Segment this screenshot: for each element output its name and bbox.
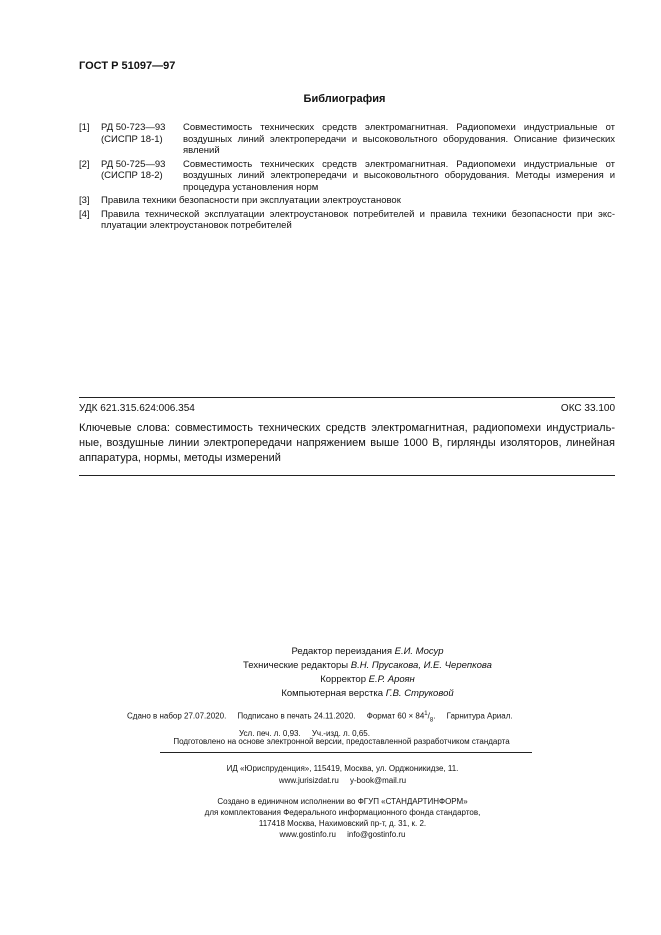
publisher-info bbox=[0, 763, 661, 787]
item-code-line: (СИСПР 18-2) bbox=[101, 170, 163, 181]
item-code-line: (СИСПР 18-1) bbox=[101, 133, 163, 145]
created-contacts: www.gostinfo.ru info@gostinfo.ru bbox=[279, 830, 406, 839]
created-line: Создано в единичном исполнении во ФГУП «СТАНДАРТИНФОРМ» bbox=[217, 797, 468, 806]
item-code bbox=[101, 159, 183, 194]
bibliography-item bbox=[79, 122, 615, 157]
created-line: для комплектования Федерального информационного фонда стандартов, bbox=[204, 808, 481, 817]
item-number: [2] bbox=[79, 158, 90, 170]
item-text: Совместимость технических средств электромагнитная. Радиопомехи индустриальные от воздушных линий электропередачи и высоковольтного оборудования. Описание физических явлений bbox=[183, 122, 615, 156]
publication-line-1: Сдано в набор 27.07.2020. Подписано в печать 24.11.2020. Формат $60 \times 84^1/_8$. Гарнитура Ариал. bbox=[127, 711, 513, 724]
bibliography-title: Библиография bbox=[303, 93, 386, 105]
created-line: 117418 Москва, Нахимовский пр-т, д. 31, к. 2. bbox=[258, 819, 427, 828]
publisher-address: ИД «Юриспруденция», 115419, Москва, ул. Орджоникидзе, 11. bbox=[226, 764, 459, 773]
udk-code: УДК 621.315.624:006.354 bbox=[79, 403, 195, 414]
item-number: [1] bbox=[79, 122, 90, 133]
keywords: Ключевые слова: совместимость технических средств электромагнитная, радиопомехи индустриаль-ные, воздушные линии электропередачи напряжением выше 1000 В, гирлянды изоляторов, линейная аппаратура, нормы, методы измерений bbox=[79, 422, 615, 464]
item-code-line: РД 50-725—93 bbox=[101, 158, 166, 170]
document-number: ГОСТ Р 51097—97 bbox=[79, 60, 176, 72]
bibliography-item bbox=[79, 159, 615, 194]
oks-code: ОКС 33.100 bbox=[560, 403, 615, 414]
prepared-note: Подготовлено на основе электронной версии, предоставленной разработчиком стандарта bbox=[173, 737, 510, 746]
divider-publisher bbox=[160, 752, 532, 753]
item-code bbox=[101, 122, 183, 157]
bibliography-list bbox=[79, 122, 615, 234]
item-code-line: РД 50-723—93 bbox=[101, 122, 166, 133]
item-text: Правила технической эксплуатации электроустановок потребителей и правила техники безопасности при экс-плуатации электроустановок потребителей bbox=[101, 208, 615, 231]
credit-corrector: Корректор Е.Р. Ароян bbox=[320, 674, 415, 685]
credits-block bbox=[0, 645, 661, 701]
bibliography-item bbox=[79, 195, 615, 207]
item-number: [4] bbox=[79, 208, 90, 220]
publication-line-2: Усл. печ. л. 0,93. Уч.-изд. л. 0,65. bbox=[239, 729, 370, 739]
item-number: [3] bbox=[79, 195, 90, 206]
created-info bbox=[0, 796, 661, 840]
divider-bottom bbox=[79, 475, 615, 476]
credit-tech-editors: Технические редакторы В.Н. Прусакова, И.Е. Черепкова bbox=[243, 660, 492, 671]
item-text: Совместимость технических средств электромагнитная. Радиопомехи индустриальные от воздушных линий электропередачи и высоковольтного оборудования. Методы измерения и процедура установления норм bbox=[183, 158, 615, 193]
publisher-contacts: www.jurisizdat.ru y-book@mail.ru bbox=[278, 776, 407, 785]
divider-top bbox=[79, 397, 615, 398]
credit-editor: Редактор переиздания Е.И. Мосур bbox=[291, 646, 444, 657]
bibliography-item bbox=[79, 209, 615, 232]
item-text: Правила техники безопасности при эксплуатации электроустановок bbox=[101, 195, 401, 206]
classification-row bbox=[79, 403, 615, 414]
publication-data bbox=[127, 708, 513, 740]
credit-layout: Компьютерная верстка Г.В. Струковой bbox=[281, 688, 454, 699]
